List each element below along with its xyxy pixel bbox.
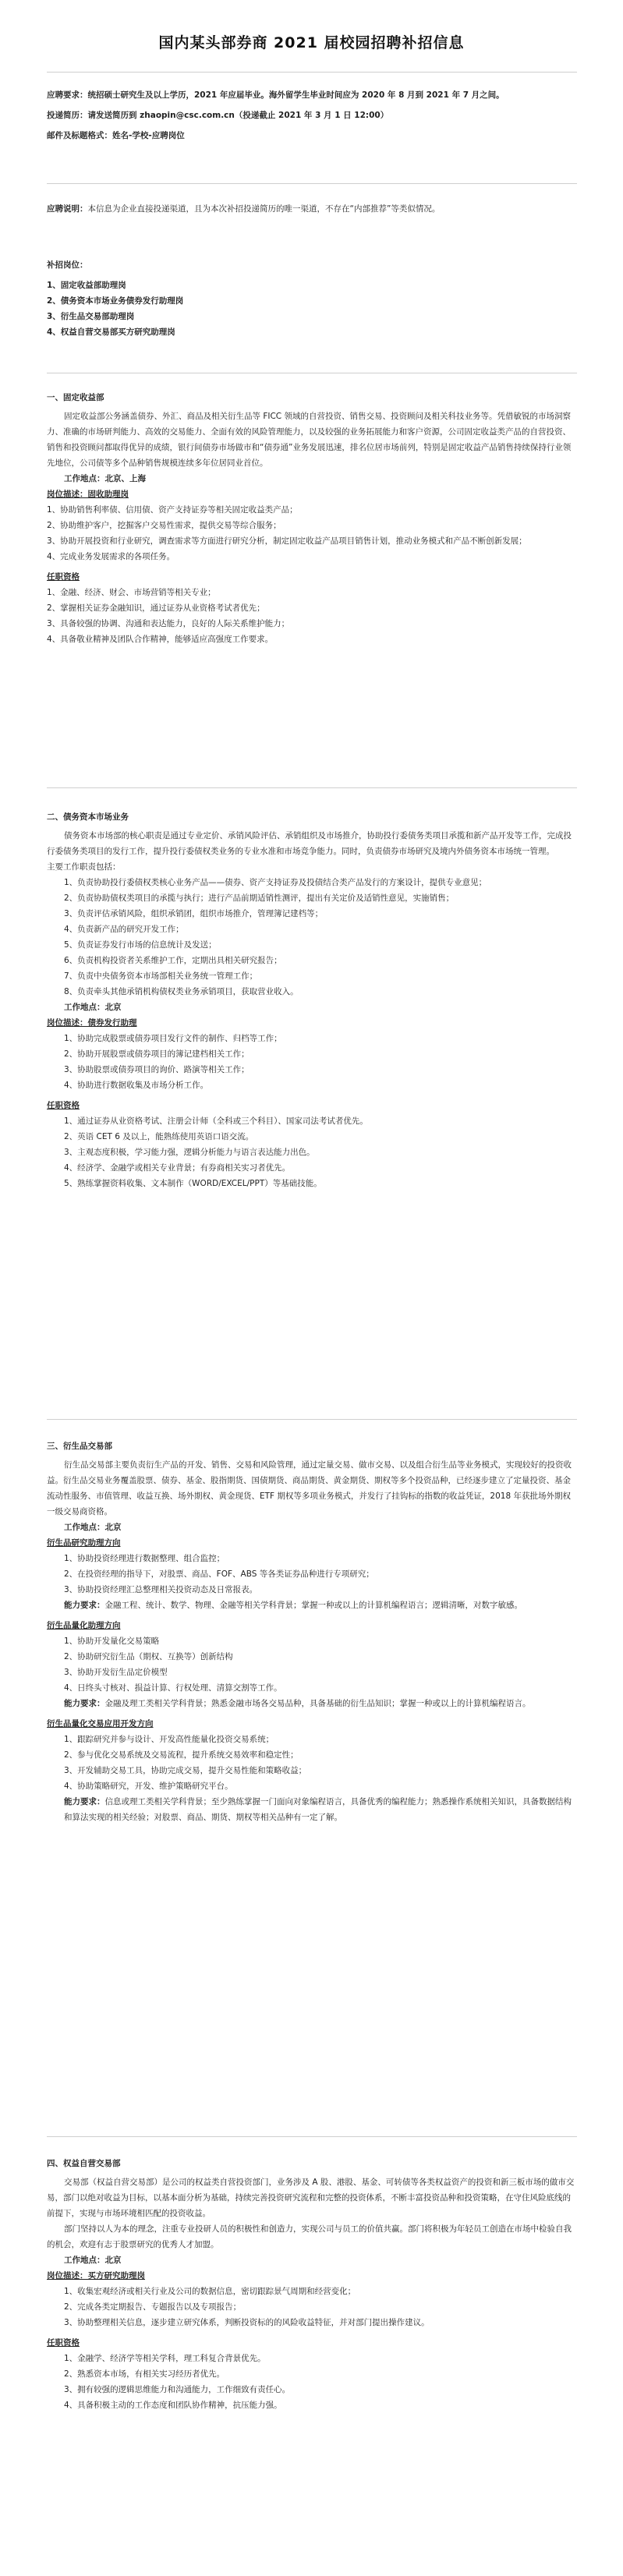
delivery-text: 请发送简历到 zhaopin@csc.com.cn（投递截止 2021 年 3 月 1 日 12:00） bbox=[87, 111, 389, 120]
section-fixed-income bbox=[47, 390, 577, 647]
duty-item: 6、负责机构投资者关系维护工作，定期出具相关研究报告； bbox=[64, 956, 282, 965]
duty-item: 3、协助整理相关信息，逐步建立研究体系，判断投资标的的风险收益特征，并对部门提出操作建议。 bbox=[64, 2318, 430, 2327]
ability-label: 能力要求： bbox=[64, 1699, 105, 1708]
position-item: 3、衍生品交易部助理岗 bbox=[47, 312, 135, 321]
section-intro: 交易部（权益自营交易部）是公司的权益类自营投资部门，业务涉及 A 股、港股、基金、可转债等各类权益资产的投资和新三板市场的做市交易，部门以绝对收益为目标，以基本面分析为基础，持续完善投资研究流程和完整的投资体系，不断丰富投资品种和投资策略，在守住风险底线的前提下，实现与市场环境相匹配的投资收益。 bbox=[47, 2178, 575, 2218]
section-heading: 二、债务资本市场业务 bbox=[47, 812, 129, 822]
section-intro: 部门坚持以人为本的理念，注重专业投研人员的积极性和创造力，实现公司与员工的价值共赢。部门将积极为年轻员工创造在市场中检验自我的机会，欢迎有志于股票研究的优秀人才加盟。 bbox=[47, 2224, 572, 2249]
qualification-item: 4、经济学、金融学或相关专业背景；有券商相关实习者优先。 bbox=[64, 1163, 291, 1173]
qualification-item: 2、掌握相关证券金融知识，通过证券从业资格考试者优先； bbox=[47, 603, 265, 613]
subject-line bbox=[47, 128, 577, 143]
duty-item: 2、负责协助债权类项目的承揽与执行；进行产品前期适销性测评，提出有关定价及适销性意见，实施销售； bbox=[64, 893, 455, 903]
qualification-item: 3、拥有较强的逻辑思维能力和沟通能力，工作细致有责任心。 bbox=[64, 2385, 291, 2394]
main-duties-heading: 主要工作职责包括： bbox=[47, 862, 121, 872]
ability-label: 能力要求： bbox=[64, 1601, 105, 1610]
notice-label: 应聘说明： bbox=[47, 204, 88, 214]
duty-item: 4、完成业务发展需求的各项任务。 bbox=[47, 552, 175, 561]
duty-item: 1、负责协助投行委债权类核心业务产品——债券、资产支持证券及投债结合类产品发行的方案设计，提供专业意见； bbox=[64, 878, 487, 887]
direction-item: 3、协助开发衍生品定价模型 bbox=[64, 1668, 168, 1677]
duty-item: 1、收集宏观经济或相关行业及公司的数据信息，密切跟踪景气周期和经营变化； bbox=[64, 2287, 356, 2296]
ability-requirement bbox=[64, 1598, 577, 1613]
header-info bbox=[47, 87, 577, 143]
delivery-label: 投递简历： bbox=[47, 111, 88, 120]
duty-heading: 岗位描述：固收助理岗 bbox=[47, 490, 129, 499]
duty-item: 5、负责证券发行市场的信息统计及发送； bbox=[64, 940, 217, 950]
section-heading: 三、衍生品交易部 bbox=[47, 1442, 112, 1451]
duty-heading: 岗位描述：买方研究助理岗 bbox=[47, 2271, 145, 2281]
qualification-heading: 任职资格 bbox=[47, 1101, 80, 1110]
direction-item: 2、在投资经理的指导下，对股票、商品、FOF、ABS 等各类证券品种进行专项研究； bbox=[64, 1569, 374, 1579]
direction-item: 4、日终头寸核对、损益计算、行权处理、清算交割等工作。 bbox=[64, 1683, 282, 1693]
ability-text: 金融工程、统计、数学、物理、金融等相关学科背景；掌握一种或以上的计算机编程语言；逻辑清晰，对数字敏感。 bbox=[104, 1601, 522, 1610]
direction-item: 3、开发辅助交易工具，协助完成交易，提升交易性能和策略收益； bbox=[64, 1766, 307, 1775]
duty-heading: 岗位描述：债券发行助理 bbox=[47, 1018, 137, 1028]
ability-requirement bbox=[64, 1696, 577, 1711]
direction-item: 4、协助策略研究，开发、维护策略研究平台。 bbox=[64, 1782, 233, 1791]
requirement-label: 应聘要求： bbox=[47, 90, 88, 100]
direction-item: 1、跟踪研究并参与设计、开发高性能量化投资交易系统； bbox=[64, 1735, 274, 1744]
page-title: 国内某头部券商 2021 届校园招聘补招信息 bbox=[158, 34, 465, 51]
direction-heading: 衍生品量化助理方向 bbox=[47, 1621, 121, 1630]
direction-heading: 衍生品量化交易应用开发方向 bbox=[47, 1719, 154, 1729]
section-divider bbox=[47, 1419, 577, 1420]
qualification-item: 1、通过证券从业资格考试、注册会计师（全科或三个科目）、国家司法考试者优先。 bbox=[64, 1116, 368, 1126]
section-divider bbox=[47, 2136, 577, 2137]
duty-item: 2、协助开展股票或债券项目的簿记建档相关工作； bbox=[64, 1049, 250, 1059]
section-intro: 固定收益部公务涵盖债券、外汇、商品及相关衍生品等 FICC 领域的自营投资、销售交易、投资顾问及相关科技业务等。凭借敏锐的市场洞察力、准确的市场研判能力、高效的交易能力、全面有效的风险管理能力，以及较强的业务拓展能力和客户资源，公司固定收益类产品的自营投资、销售和投资顾问都取得优异的成绩，银行间债券市场做市和“债券通”业务发展迅速，排名位居市场前列，特别是固定收益产品销售持续保持行业领先地位，公司债等多个品种销售规模连续多年位居同业首位。 bbox=[47, 412, 572, 468]
section-intro: 衍生品交易部主要负责衍生产品的开发、销售、交易和风险管理，通过定量交易、做市交易、以及组合衍生品等业务模式，实现较好的投资收益。衍生品交易业务覆盖股票、债券、基金、股指期货、国债期货、商品期货、黄金期货、期权等多个投资品种，已经逐步建立了定量投资、基金流动性服务、市值管理、收益互换、场外期权、黄金现货、ETF 期权等多项业务模式，并发行了挂钩标的指数的收益凭证，2018 年获批场外期权一级交易商资格。 bbox=[47, 1460, 572, 1516]
duty-item: 7、负责中央债务资本市场部相关业务统一管理工作； bbox=[64, 971, 258, 981]
ability-text: 信息或理工类相关学科背景；至少熟练掌握一门面向对象编程语言，具备优秀的编程能力；熟悉操作系统相关知识，具备数据结构和算法实现的相关经验；对股票、商品、期货、期权等相关品种有一定了解。 bbox=[64, 1797, 572, 1822]
positions-heading: 补招岗位： bbox=[47, 260, 88, 270]
delivery-line bbox=[47, 108, 577, 123]
direction-heading: 衍生品研究助理方向 bbox=[47, 1538, 121, 1548]
duty-item: 2、完成各类定期报告、专题报告以及专项报告； bbox=[64, 2302, 242, 2312]
positions-block bbox=[47, 257, 577, 340]
duty-item: 4、负责新产品的研究开发工作； bbox=[64, 925, 184, 934]
section-intro: 债务资本市场部的核心职责是通过专业定价、承销风险评估、承销组织及市场推介，协助投行委债务类项目承揽和新产品开发等工作，完成投行委债务类项目的发行工作，提升投行委债权类业务的专业水准和市场竞争能力。同时，负责债券市场研究及境内外债务资本市场统一管理。 bbox=[47, 831, 572, 856]
qualification-item: 4、具备敬业精神及团队合作精神，能够适应高强度工作要求。 bbox=[47, 635, 274, 644]
requirement-text: 统招硕士研究生及以上学历，2021 年应届毕业。海外留学生毕业时间应为 2020 年 8 月到 2021 年 7 月之间。 bbox=[87, 90, 504, 100]
section-debt-capital-market bbox=[47, 809, 577, 1191]
qualification-item: 3、主观态度积极，学习能力强，逻辑分析能力与语言表达能力出色。 bbox=[64, 1148, 315, 1157]
direction-item: 1、协助开发量化交易策略 bbox=[64, 1637, 160, 1646]
duty-item: 2、协助维护客户，挖掘客户交易性需求，提供交易等综合服务； bbox=[47, 521, 281, 530]
qualification-item: 3、具备较强的协调、沟通和表达能力，良好的人际关系维护能力； bbox=[47, 619, 290, 628]
ability-text: 金融及理工类相关学科背景；熟悉金融市场各交易品种，具备基础的衍生品知识；掌握一种或以上的计算机编程语言。 bbox=[104, 1699, 531, 1708]
duty-item: 3、协助股票或债券项目的询价、路演等相关工作； bbox=[64, 1065, 250, 1074]
subject-label: 邮件及标题格式： bbox=[47, 131, 112, 140]
duty-item: 1、协助销售利率债、信用债、资产支持证券等相关固定收益类产品； bbox=[47, 505, 298, 515]
section-heading: 一、固定收益部 bbox=[47, 393, 104, 402]
direction-item: 1、协助投资经理进行数据整理、组合监控； bbox=[64, 1554, 225, 1563]
header-divider-top bbox=[47, 72, 577, 73]
requirement-line bbox=[47, 87, 577, 103]
duty-item: 3、负责评估承销风险，组织承销团，组织市场推介，管理簿记建档等； bbox=[64, 909, 324, 918]
work-location: 工作地点：北京 bbox=[64, 1523, 122, 1532]
ability-label: 能力要求： bbox=[64, 1797, 105, 1806]
duty-item: 3、协助开展投资和行业研究，调查需求等方面进行研究分析，制定固定收益产品项目销售计划，推动业务模式和产品不断创新发展； bbox=[47, 536, 527, 546]
qualification-heading: 任职资格 bbox=[47, 2338, 80, 2348]
qualification-item: 5、熟练掌握资料收集、文本制作（WORD/EXCEL/PPT）等基础技能。 bbox=[64, 1179, 322, 1188]
work-location: 工作地点：北京 bbox=[64, 1003, 122, 1012]
notice-text: 本信息为企业直接投递渠道，且为本次补招投递简历的唯一渠道，不存在“内部推荐”等类似情况。 bbox=[87, 204, 441, 214]
section-heading: 四、权益自营交易部 bbox=[47, 2159, 121, 2168]
work-location: 工作地点：北京、上海 bbox=[64, 474, 146, 483]
notice-block bbox=[47, 201, 577, 217]
section-equity-proprietary bbox=[47, 2156, 577, 2413]
duty-item: 8、负责牵头其他承销机构债权类业务承销项目，获取营业收入。 bbox=[64, 987, 299, 996]
section-divider bbox=[47, 787, 577, 788]
qualification-item: 1、金融学、经济学等相关学科，理工科复合背景优先。 bbox=[64, 2354, 266, 2363]
direction-item: 2、参与优化交易系统及交易流程，提升系统交易效率和稳定性； bbox=[64, 1750, 299, 1760]
qualification-heading: 任职资格 bbox=[47, 572, 80, 582]
qualification-item: 2、熟悉资本市场，有相关实习经历者优先。 bbox=[64, 2369, 225, 2379]
ability-requirement bbox=[64, 1794, 577, 1825]
qualification-item: 1、金融、经济、财会、市场营销等相关专业； bbox=[47, 588, 216, 597]
subject-text: 姓名-学校-应聘岗位 bbox=[112, 131, 185, 140]
notice-line bbox=[47, 201, 577, 217]
section-derivatives bbox=[47, 1438, 577, 1825]
position-item: 4、权益自营交易部买方研究助理岗 bbox=[47, 327, 175, 337]
qualification-item: 4、具备积极主动的工作态度和团队协作精神，抗压能力强。 bbox=[64, 2401, 282, 2410]
position-item: 2、债务资本市场业务债券发行助理岗 bbox=[47, 296, 184, 306]
direction-item: 2、协助研究衍生品（期权、互换等）创新结构 bbox=[64, 1652, 233, 1661]
header-divider-bottom bbox=[47, 183, 577, 184]
direction-item: 3、协助投资经理汇总整理相关投资动态及日常报表。 bbox=[64, 1585, 258, 1594]
duty-item: 1、协助完成股票或债券项目发行文件的制作、归档等工作； bbox=[64, 1034, 282, 1043]
position-item: 1、固定收益部助理岗 bbox=[47, 281, 126, 290]
qualification-item: 2、英语 CET 6 及以上，能熟练使用英语口语交流。 bbox=[64, 1132, 254, 1141]
duty-item: 4、协助进行数据收集及市场分析工作。 bbox=[64, 1081, 209, 1090]
work-location: 工作地点：北京 bbox=[64, 2256, 122, 2265]
